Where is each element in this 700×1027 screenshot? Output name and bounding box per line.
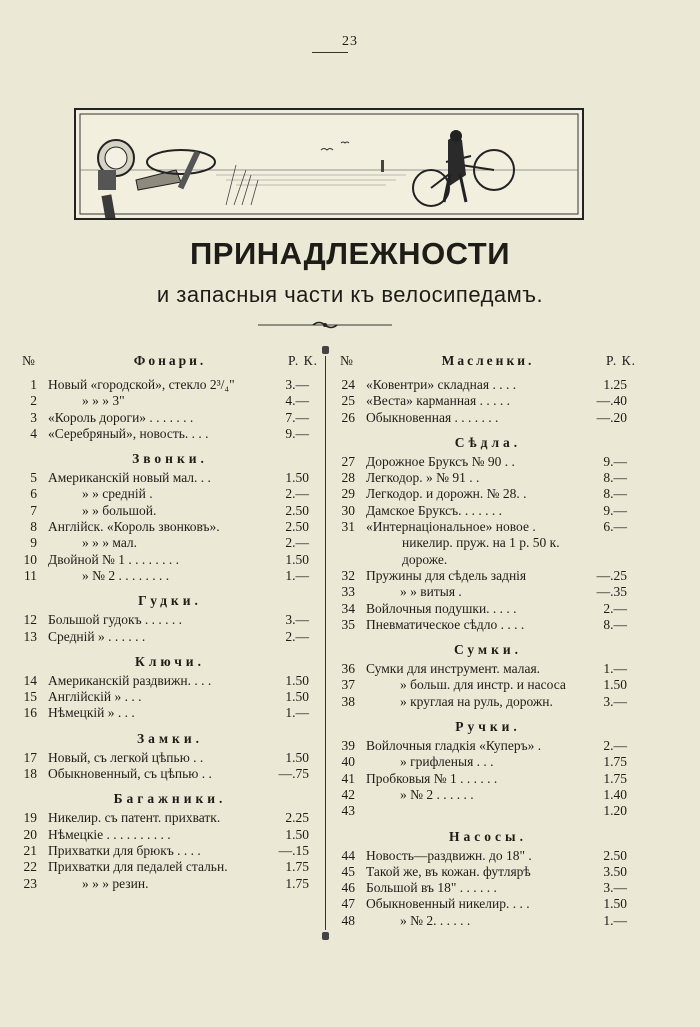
- item-number: 36: [341, 661, 355, 677]
- item-description: » » большой.: [82, 502, 157, 518]
- item-number: 20: [23, 826, 37, 842]
- item-number: 33: [341, 584, 355, 600]
- list-item: [340, 519, 636, 535]
- item-number: 39: [341, 738, 355, 754]
- item-description: Большой въ 18" . . . . . .: [366, 880, 497, 896]
- item-price: 4.—: [285, 393, 309, 409]
- item-description: Легкодор. » № 91 . .: [366, 470, 480, 486]
- item-price: 2.50: [603, 847, 627, 863]
- list-item: [22, 843, 318, 859]
- list-item: [22, 486, 318, 502]
- item-description: » № 2. . . . . .: [400, 912, 471, 928]
- item-description: Пробковыя № 1 . . . . . .: [366, 770, 498, 786]
- item-price: 3.—: [603, 693, 627, 709]
- list-item: [22, 612, 318, 628]
- item-number: 30: [341, 502, 355, 518]
- item-number: 2: [30, 393, 37, 409]
- item-description: Войлочныя гладкія «Куперъ» .: [366, 738, 542, 754]
- item-price: 1.—: [603, 912, 627, 928]
- header-illustration: [74, 108, 584, 220]
- section-title: Замки.: [136, 730, 203, 746]
- item-number: 45: [341, 863, 355, 879]
- item-price: 9.—: [603, 453, 627, 469]
- item-number: 4: [30, 425, 37, 441]
- cyclist-illustration: [413, 130, 514, 206]
- list-item: [22, 750, 318, 766]
- list-item: [22, 810, 318, 826]
- right-column-header: [340, 353, 636, 373]
- page-number-rule: [312, 52, 348, 53]
- list-item: [340, 503, 636, 519]
- section-title: Сѣдла.: [454, 434, 522, 450]
- list-item: [22, 859, 318, 875]
- item-description: «Веста» карманная . . . . .: [366, 393, 510, 409]
- item-description: Англійскій » . . .: [48, 689, 142, 705]
- item-number: 44: [341, 847, 355, 863]
- item-description: Пружины для сѣдель заднія: [366, 567, 527, 583]
- item-number: 34: [341, 600, 355, 616]
- item-number: 8: [30, 519, 37, 535]
- section-title: Фонари.: [133, 353, 207, 368]
- item-description: Американскій новый мал. . .: [48, 470, 211, 486]
- item-number: 16: [23, 705, 37, 721]
- section-title: Ключи.: [135, 653, 205, 669]
- item-description: Средній » . . . . . .: [48, 628, 146, 644]
- item-description: » » » мал.: [82, 535, 138, 551]
- item-number: 48: [341, 912, 355, 928]
- list-item: [340, 552, 636, 568]
- list-item: [22, 766, 318, 782]
- item-number: 27: [341, 453, 355, 469]
- item-number: 10: [23, 551, 37, 567]
- section-title: Звонки.: [132, 451, 208, 467]
- list-item: [22, 705, 318, 721]
- item-description: Большой гудокъ . . . . . .: [48, 612, 183, 628]
- item-description: » » » резин.: [82, 875, 149, 891]
- item-number: 7: [30, 502, 37, 518]
- item-price: —.35: [596, 584, 627, 600]
- item-price: 1.50: [603, 896, 627, 912]
- item-price: 3.—: [285, 377, 309, 392]
- list-item: [340, 661, 636, 677]
- item-price: 1.75: [285, 875, 309, 891]
- list-item: [340, 617, 636, 633]
- list-item: [340, 913, 636, 929]
- section-title: Насосы.: [449, 828, 527, 844]
- item-description: «Король дороги» . . . . . . .: [48, 409, 194, 425]
- item-price: 1.50: [285, 551, 309, 567]
- item-price: 9.—: [603, 502, 627, 518]
- item-number: 15: [23, 689, 37, 705]
- item-price: 8.—: [603, 486, 627, 502]
- list-item: [340, 568, 636, 584]
- item-number: 26: [341, 409, 355, 425]
- item-description: » № 2 . . . . . .: [400, 786, 474, 802]
- item-description: дороже.: [402, 551, 448, 567]
- item-price: 8.—: [603, 616, 627, 632]
- page-title: ПРИНАДЛЕЖНОСТИ: [189, 236, 511, 271]
- item-description: Дамское Бруксъ. . . . . . .: [366, 502, 503, 518]
- item-price: 3.50: [603, 863, 627, 879]
- price-units-header: Р. К.: [288, 353, 318, 368]
- list-item: [340, 787, 636, 803]
- item-description: «Серебряный», новость. . . .: [48, 425, 209, 441]
- item-price: 1.50: [285, 689, 309, 705]
- list-item: [340, 373, 636, 393]
- item-description: «Интернаціональное» новое .: [366, 519, 536, 535]
- item-price: 1.50: [285, 470, 309, 486]
- price-units-header: Р. К.: [606, 353, 636, 368]
- list-item: [22, 552, 318, 568]
- item-number: 12: [23, 612, 37, 628]
- item-number: 6: [30, 486, 37, 502]
- item-number: 24: [341, 377, 355, 392]
- item-description: Нѣмецкій » . . .: [48, 705, 135, 721]
- list-item: [340, 738, 636, 754]
- list-item: [340, 880, 636, 896]
- item-description: Прихватки для брюкъ . . . .: [48, 842, 201, 858]
- item-price: 2.—: [285, 535, 309, 551]
- right-column: [340, 353, 636, 929]
- list-item: [22, 827, 318, 843]
- item-description: Обыкновенный никелир. . . .: [366, 896, 530, 912]
- item-number: 43: [341, 803, 355, 819]
- list-item: [22, 876, 318, 892]
- item-description: Обыкновенная . . . . . . .: [366, 409, 499, 425]
- list-item: [22, 410, 318, 426]
- item-description: » » средній .: [82, 486, 153, 502]
- item-number: 35: [341, 616, 355, 632]
- item-description: Такой же, въ кожан. футлярѣ: [366, 863, 531, 879]
- item-description: Нѣмецкіе . . . . . . . . . .: [48, 826, 171, 842]
- item-price: 9.—: [285, 425, 309, 441]
- left-column: [22, 353, 318, 892]
- item-description: Новость—раздвижн. до 18" .: [366, 847, 532, 863]
- item-price: —.75: [278, 766, 309, 782]
- item-price: 2.50: [285, 502, 309, 518]
- item-number: 42: [341, 786, 355, 802]
- list-item: [22, 519, 318, 535]
- list-item: [340, 694, 636, 710]
- list-item: [340, 771, 636, 787]
- list-item: [22, 470, 318, 486]
- item-description: Пневматическое сѣдло . . . .: [366, 616, 525, 632]
- list-item: [22, 673, 318, 689]
- item-price: —.20: [596, 409, 627, 425]
- section-title: Сумки.: [453, 642, 523, 658]
- item-description: Двойной № 1 . . . . . . . .: [48, 551, 180, 567]
- item-number: 37: [341, 677, 355, 693]
- item-price: 7.—: [285, 409, 309, 425]
- item-description: «Ковентри» складная . . . .: [366, 377, 517, 392]
- item-number: 14: [23, 672, 37, 688]
- item-price: 2.—: [285, 628, 309, 644]
- item-price: 1.40: [603, 786, 627, 802]
- list-item: [340, 896, 636, 912]
- item-description: Прихватки для педалей стальн.: [48, 859, 228, 875]
- item-number: 17: [23, 749, 37, 765]
- item-price: 1.50: [285, 749, 309, 765]
- list-item: [340, 393, 636, 409]
- item-number: 19: [23, 810, 37, 826]
- item-number: 38: [341, 693, 355, 709]
- item-price: —.15: [278, 842, 309, 858]
- item-description: » круглая на руль, дорожн.: [400, 693, 553, 709]
- item-number: 21: [23, 842, 37, 858]
- list-item: [340, 470, 636, 486]
- item-number: 13: [23, 628, 37, 644]
- item-price: 1.—: [603, 661, 627, 677]
- item-description: Англійск. «Король звонковъ».: [48, 519, 220, 535]
- item-description: Никелир. съ патент. прихватк.: [48, 810, 221, 826]
- column-divider: [322, 346, 329, 940]
- list-item: [340, 535, 636, 551]
- item-number: 31: [341, 519, 355, 535]
- item-price: 2.—: [285, 486, 309, 502]
- number-sign-header: №: [340, 353, 353, 368]
- left-column-header: [22, 353, 318, 373]
- section-title: Багажники.: [113, 791, 227, 807]
- item-price: 1.50: [285, 826, 309, 842]
- item-number: 25: [341, 393, 355, 409]
- item-number: 29: [341, 486, 355, 502]
- item-number: 1: [30, 377, 37, 392]
- list-item: [22, 426, 318, 442]
- item-number: 40: [341, 754, 355, 770]
- list-item: [22, 568, 318, 584]
- item-price: —.40: [596, 393, 627, 409]
- list-item: [340, 677, 636, 693]
- item-description: » больш. для инстр. и насоса: [400, 677, 566, 693]
- item-description: никелир. пруж. на 1 р. 50 к.: [402, 535, 560, 551]
- item-price: 2.—: [603, 738, 627, 754]
- list-item: [22, 393, 318, 409]
- list-item: [340, 803, 636, 819]
- item-description: » № 2 . . . . . . . .: [82, 567, 170, 583]
- item-price: 1.—: [285, 567, 309, 583]
- item-price: 8.—: [603, 470, 627, 486]
- item-description: Новый, съ легкой цѣпью . .: [48, 749, 204, 765]
- item-price: —.25: [596, 567, 627, 583]
- item-number: 41: [341, 770, 355, 786]
- page-number: 23: [342, 34, 358, 49]
- item-number: 9: [30, 535, 37, 551]
- item-price: 3.—: [603, 880, 627, 896]
- list-item: [22, 373, 318, 393]
- list-item: [340, 454, 636, 470]
- item-description: Войлочныя подушки. . . . .: [366, 600, 517, 616]
- item-price: 2.—: [603, 600, 627, 616]
- item-number: 47: [341, 896, 355, 912]
- number-sign-header: №: [22, 353, 35, 368]
- item-number: 5: [30, 470, 37, 486]
- item-number: 18: [23, 766, 37, 782]
- list-item: [340, 601, 636, 617]
- item-number: 46: [341, 880, 355, 896]
- ornament-divider: [258, 318, 392, 332]
- list-item: [340, 754, 636, 770]
- item-price: 1.25: [603, 377, 627, 392]
- item-description: Дорожное Бруксъ № 90 . .: [366, 453, 515, 469]
- item-number: 32: [341, 567, 355, 583]
- item-number: 22: [23, 859, 37, 875]
- item-price: 6.—: [603, 519, 627, 535]
- item-description: » грифленыя . . .: [400, 754, 494, 770]
- list-item: [340, 848, 636, 864]
- list-item: [340, 486, 636, 502]
- list-item: [22, 503, 318, 519]
- item-number: 23: [23, 875, 37, 891]
- item-price: 1.—: [285, 705, 309, 721]
- item-price: 1.75: [603, 770, 627, 786]
- page-subtitle: и запасныя части къ велосипедамъ.: [156, 282, 544, 307]
- list-item: [340, 410, 636, 426]
- item-price: 1.50: [603, 677, 627, 693]
- item-description: Американскій раздвижн. . . .: [48, 672, 212, 688]
- item-description: » » » 3": [82, 393, 125, 409]
- item-description: Новый «городской», стекло 2³/₄": [48, 377, 235, 392]
- item-price: 3.—: [285, 612, 309, 628]
- list-item: [22, 689, 318, 705]
- lantern-icon: [98, 140, 134, 218]
- item-number: 3: [30, 409, 37, 425]
- item-price: 1.50: [285, 672, 309, 688]
- item-number: 11: [24, 567, 37, 583]
- item-description: Сумки для инструмент. малая.: [366, 661, 541, 677]
- item-price: 2.50: [285, 519, 309, 535]
- list-item: [22, 535, 318, 551]
- item-price: 1.75: [285, 859, 309, 875]
- item-description: Обыкновенный, съ цѣпью . .: [48, 766, 212, 782]
- item-number: 28: [341, 470, 355, 486]
- section-title: Гудки.: [138, 593, 202, 609]
- list-item: [22, 629, 318, 645]
- item-description: » » витыя .: [400, 584, 462, 600]
- item-price: 2.25: [285, 810, 309, 826]
- item-price: 1.75: [603, 754, 627, 770]
- section-title: Масленки.: [441, 353, 535, 368]
- list-item: [340, 584, 636, 600]
- section-title: Ручки.: [455, 719, 521, 735]
- list-item: [340, 864, 636, 880]
- item-description: Легкодор. и дорожн. № 28. .: [366, 486, 527, 502]
- item-price: 1.20: [603, 803, 627, 819]
